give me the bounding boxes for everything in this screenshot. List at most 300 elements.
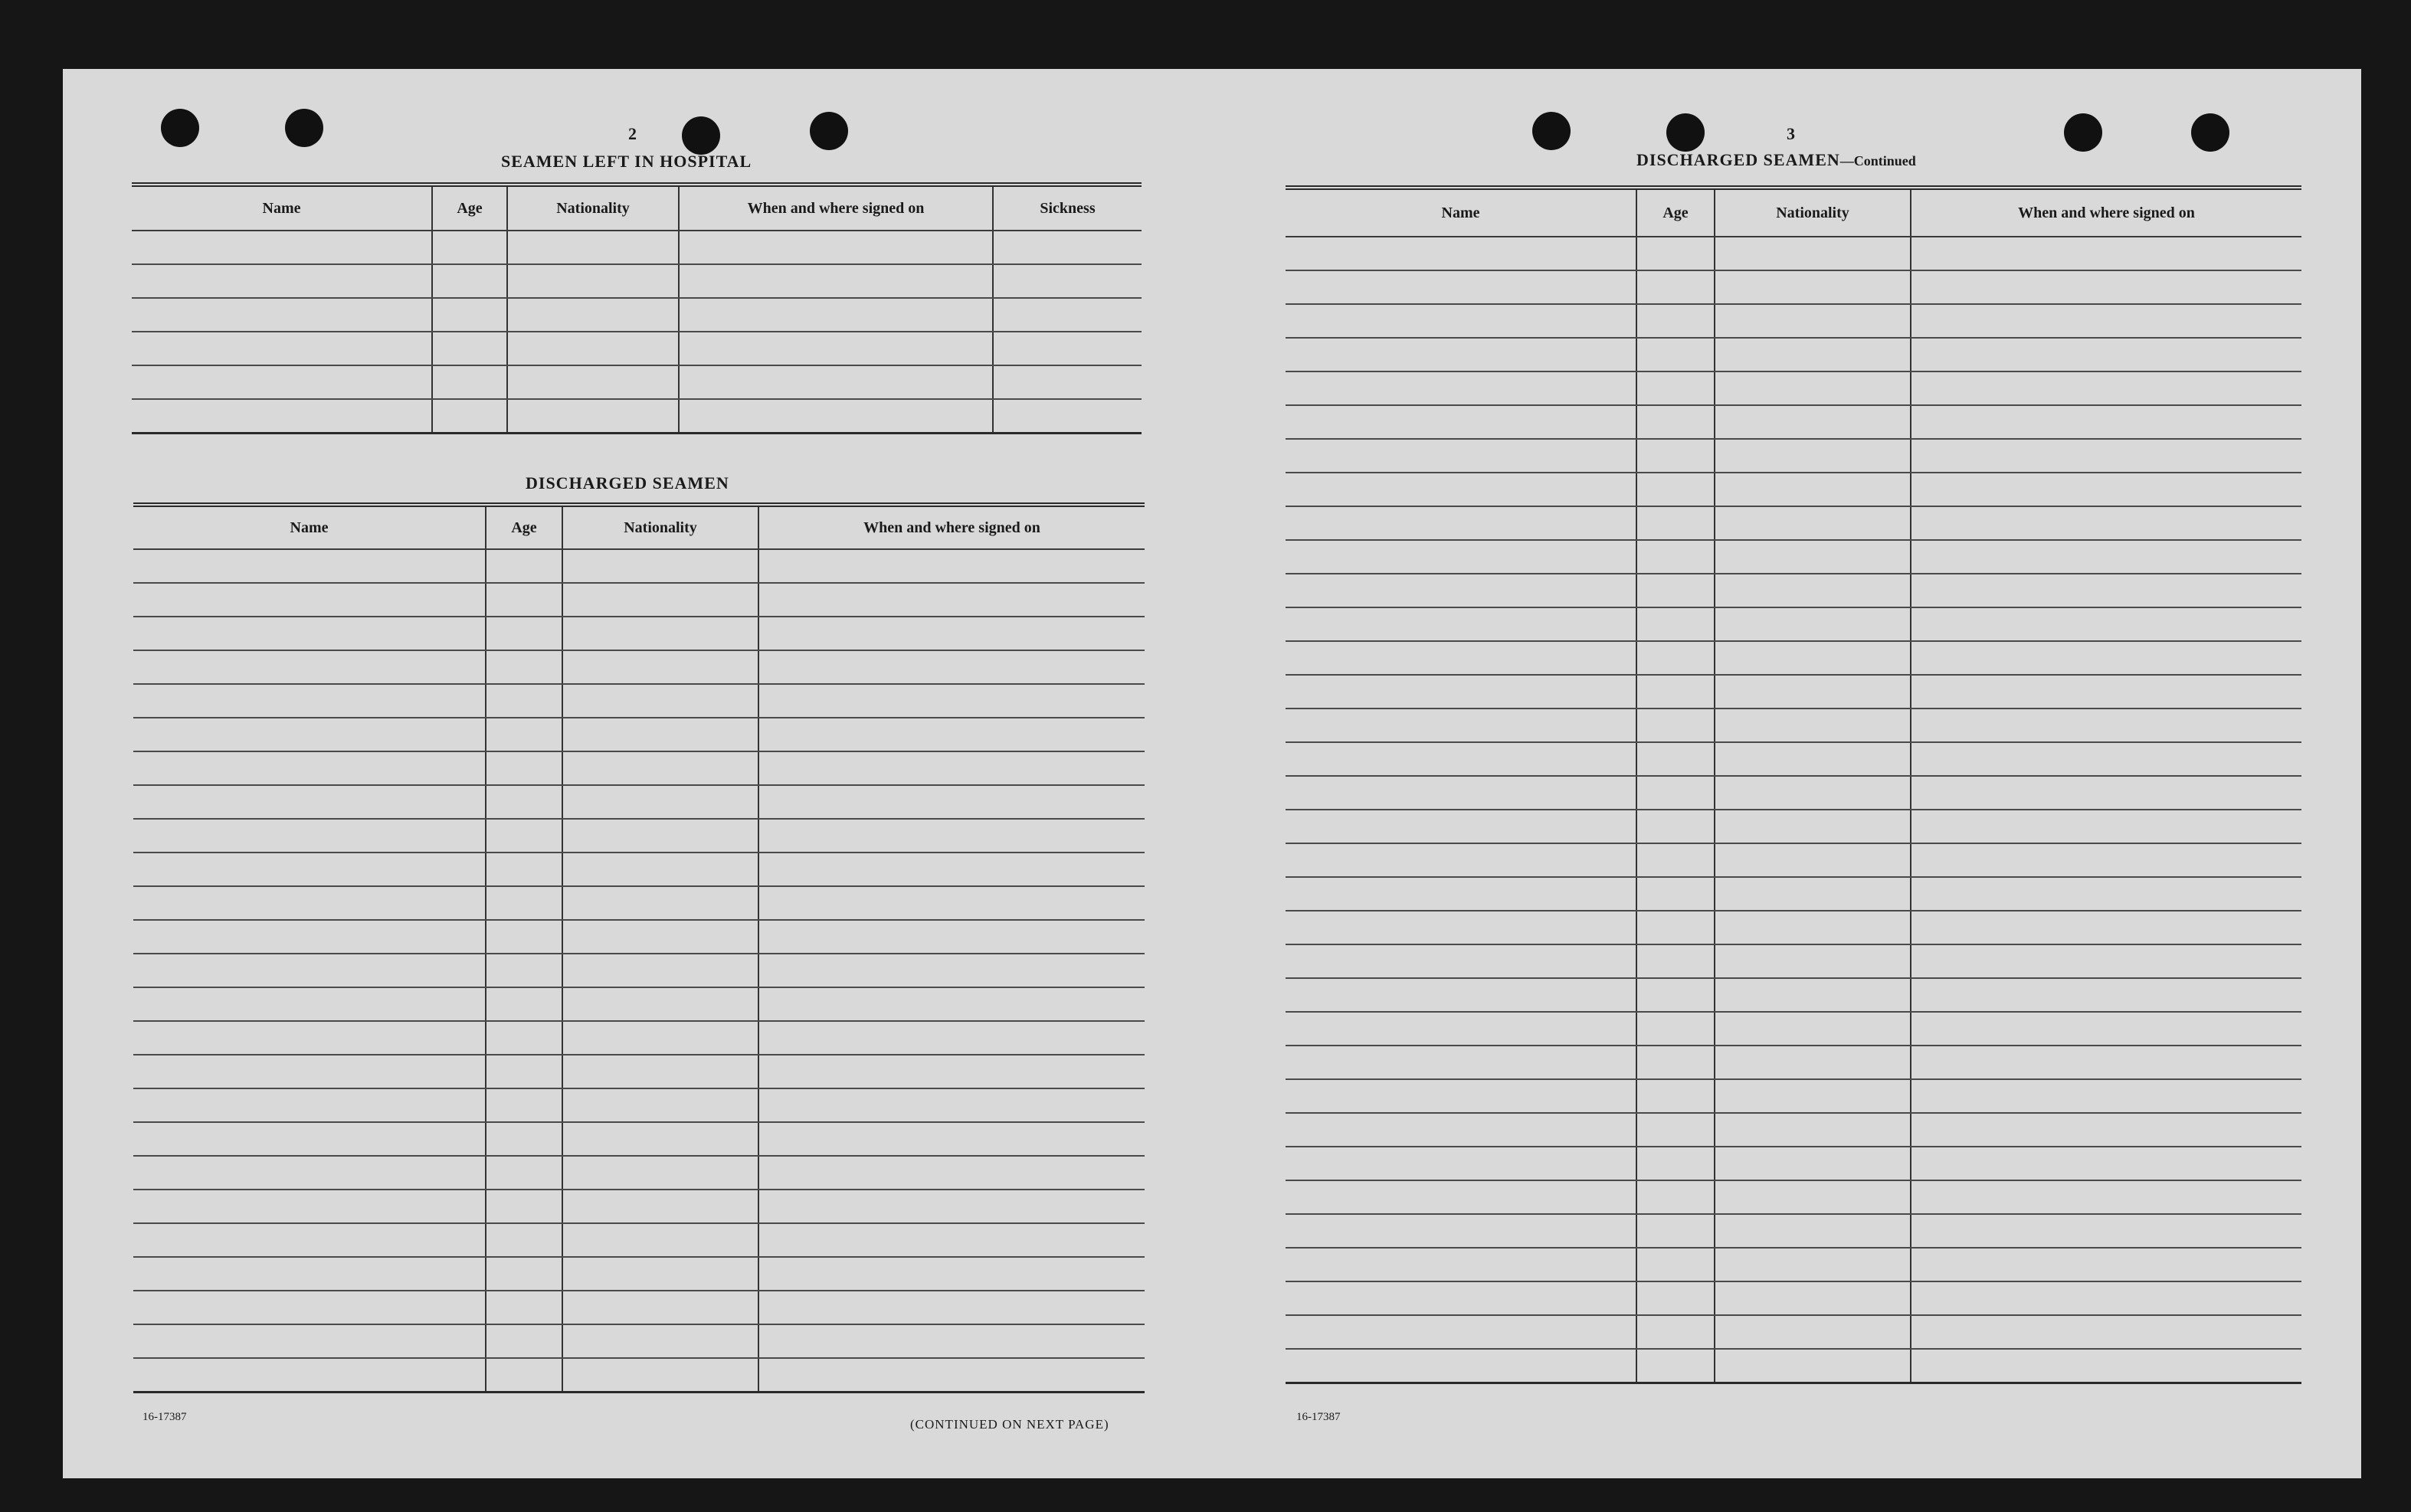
- table-row: [1286, 237, 2301, 270]
- blank-cell: [1286, 1046, 1636, 1079]
- blank-cell: [1715, 911, 1911, 944]
- column-header-nationality: Nationality: [562, 505, 758, 549]
- blank-cell: [562, 853, 758, 886]
- blank-cell: [1286, 944, 1636, 978]
- table-row: [133, 1190, 1145, 1223]
- table-header-row: [133, 505, 1145, 549]
- blank-cell: [132, 399, 432, 433]
- table-row: [1286, 709, 2301, 742]
- blank-cell: [1636, 944, 1715, 978]
- blank-cell: [486, 785, 562, 819]
- discharged-continued-title-suffix: —Continued: [1839, 153, 1916, 169]
- table-row: [133, 718, 1145, 751]
- table-row: [1286, 574, 2301, 607]
- table-row: [133, 853, 1145, 886]
- blank-cell: [758, 650, 1145, 684]
- blank-cell: [758, 785, 1145, 819]
- blank-cell: [1286, 709, 1636, 742]
- blank-cell: [1636, 978, 1715, 1012]
- blank-cell: [432, 298, 507, 332]
- blank-cell: [432, 332, 507, 365]
- blank-cell: [486, 549, 562, 583]
- blank-cell: [486, 886, 562, 920]
- blank-cell: [1715, 877, 1911, 911]
- blank-cell: [432, 399, 507, 433]
- table-row: [133, 650, 1145, 684]
- blank-cell: [1636, 911, 1715, 944]
- table-row: [133, 751, 1145, 785]
- blank-cell: [1636, 1113, 1715, 1147]
- blank-cell: [1636, 439, 1715, 473]
- table-row: [133, 1223, 1145, 1257]
- blank-cell: [679, 365, 993, 399]
- blank-cell: [993, 264, 1142, 298]
- table-row: [133, 1358, 1145, 1392]
- blank-cell: [133, 1223, 486, 1257]
- table-row: [1286, 1147, 2301, 1180]
- blank-cell: [486, 1156, 562, 1190]
- blank-cell: [133, 1021, 486, 1055]
- table-row: [1286, 270, 2301, 304]
- blank-cell: [1715, 574, 1911, 607]
- table-row: [1286, 1248, 2301, 1281]
- table-row: [1286, 1012, 2301, 1046]
- blank-cell: [507, 298, 679, 332]
- table-row: [1286, 1113, 2301, 1147]
- blank-cell: [562, 1257, 758, 1291]
- table-row: [1286, 1281, 2301, 1315]
- table-row: [1286, 473, 2301, 506]
- table-row: [1286, 877, 2301, 911]
- blank-cell: [1286, 810, 1636, 843]
- blank-cell: [993, 332, 1142, 365]
- blank-cell: [1286, 641, 1636, 675]
- blank-cell: [1636, 371, 1715, 405]
- blank-cell: [1286, 1349, 1636, 1383]
- blank-cell: [1636, 1180, 1715, 1214]
- blank-cell: [758, 1257, 1145, 1291]
- table-row: [1286, 540, 2301, 574]
- blank-cell: [1715, 1214, 1911, 1248]
- blank-cell: [1715, 1248, 1911, 1281]
- blank-cell: [486, 583, 562, 617]
- blank-cell: [1715, 944, 1911, 978]
- blank-cell: [432, 231, 507, 264]
- column-header-sickness: Sickness: [993, 185, 1142, 231]
- blank-cell: [1911, 944, 2301, 978]
- blank-cell: [1286, 1180, 1636, 1214]
- blank-cell: [1715, 742, 1911, 776]
- table-row: [132, 332, 1142, 365]
- blank-cell: [1636, 540, 1715, 574]
- blank-cell: [562, 1122, 758, 1156]
- blank-cell: [562, 1156, 758, 1190]
- table-row: [1286, 944, 2301, 978]
- blank-cell: [1636, 1214, 1715, 1248]
- blank-cell: [1636, 1349, 1715, 1383]
- blank-cell: [1911, 1248, 2301, 1281]
- table-row: [1286, 506, 2301, 540]
- table-row: [133, 886, 1145, 920]
- blank-cell: [133, 1291, 486, 1324]
- table-row: [1286, 338, 2301, 371]
- blank-cell: [133, 617, 486, 650]
- blank-cell: [1715, 978, 1911, 1012]
- blank-cell: [133, 819, 486, 853]
- blank-cell: [1286, 1281, 1636, 1315]
- blank-cell: [993, 365, 1142, 399]
- blank-cell: [1286, 439, 1636, 473]
- blank-cell: [1286, 371, 1636, 405]
- table-row: [133, 1021, 1145, 1055]
- blank-cell: [133, 718, 486, 751]
- form-code-right: 16-17387: [1296, 1411, 1341, 1423]
- blank-cell: [1911, 1113, 2301, 1147]
- blank-cell: [1636, 607, 1715, 641]
- column-header-age: Age: [432, 185, 507, 231]
- blank-cell: [1911, 473, 2301, 506]
- table-row: [1286, 607, 2301, 641]
- blank-cell: [1636, 405, 1715, 439]
- blank-cell: [1286, 1214, 1636, 1248]
- table-row: [1286, 1349, 2301, 1383]
- blank-cell: [486, 718, 562, 751]
- blank-cell: [1911, 1079, 2301, 1113]
- blank-cell: [1286, 405, 1636, 439]
- blank-cell: [486, 819, 562, 853]
- blank-cell: [562, 1291, 758, 1324]
- blank-cell: [1286, 978, 1636, 1012]
- blank-cell: [562, 1190, 758, 1223]
- blank-cell: [1636, 1079, 1715, 1113]
- blank-cell: [1911, 978, 2301, 1012]
- blank-cell: [133, 549, 486, 583]
- blank-cell: [562, 819, 758, 853]
- column-header-name: Name: [1286, 188, 1636, 237]
- blank-cell: [1286, 473, 1636, 506]
- blank-cell: [1911, 607, 2301, 641]
- blank-cell: [562, 583, 758, 617]
- blank-cell: [1715, 506, 1911, 540]
- table-row: [133, 1122, 1145, 1156]
- blank-cell: [758, 920, 1145, 954]
- blank-cell: [1911, 742, 2301, 776]
- blank-cell: [133, 785, 486, 819]
- blank-cell: [507, 264, 679, 298]
- blank-cell: [1636, 776, 1715, 810]
- blank-cell: [133, 751, 486, 785]
- table-row: [132, 298, 1142, 332]
- blank-cell: [486, 1021, 562, 1055]
- blank-cell: [1286, 1113, 1636, 1147]
- blank-cell: [562, 684, 758, 718]
- blank-cell: [133, 954, 486, 987]
- blank-cell: [758, 1021, 1145, 1055]
- column-header-age: Age: [1636, 188, 1715, 237]
- blank-cell: [1911, 439, 2301, 473]
- table-row: [1286, 1315, 2301, 1349]
- blank-cell: [679, 264, 993, 298]
- blank-cell: [133, 987, 486, 1021]
- blank-cell: [1286, 776, 1636, 810]
- blank-cell: [562, 1223, 758, 1257]
- blank-cell: [507, 365, 679, 399]
- blank-cell: [1286, 843, 1636, 877]
- blank-cell: [1636, 574, 1715, 607]
- blank-cell: [1911, 1349, 2301, 1383]
- blank-cell: [486, 1122, 562, 1156]
- table-row: [1286, 371, 2301, 405]
- blank-cell: [1286, 742, 1636, 776]
- blank-cell: [1636, 1281, 1715, 1315]
- ledger-sheet: [63, 69, 2361, 1478]
- table-row: [133, 1088, 1145, 1122]
- blank-cell: [679, 231, 993, 264]
- blank-cell: [1286, 1315, 1636, 1349]
- blank-cell: [1715, 473, 1911, 506]
- table-row: [1286, 405, 2301, 439]
- blank-cell: [1636, 877, 1715, 911]
- table-row: [133, 920, 1145, 954]
- table-row: [133, 987, 1145, 1021]
- blank-cell: [486, 1088, 562, 1122]
- blank-cell: [486, 920, 562, 954]
- blank-cell: [486, 1257, 562, 1291]
- blank-cell: [1715, 540, 1911, 574]
- blank-cell: [758, 718, 1145, 751]
- blank-cell: [1286, 237, 1636, 270]
- table-row: [1286, 641, 2301, 675]
- blank-cell: [507, 399, 679, 433]
- blank-cell: [1911, 1012, 2301, 1046]
- blank-cell: [1286, 574, 1636, 607]
- punch-hole: [2191, 113, 2229, 152]
- table-row: [133, 1324, 1145, 1358]
- blank-cell: [1286, 270, 1636, 304]
- blank-cell: [486, 954, 562, 987]
- blank-cell: [1715, 641, 1911, 675]
- table-row: [132, 264, 1142, 298]
- blank-cell: [1286, 1012, 1636, 1046]
- blank-cell: [1715, 709, 1911, 742]
- hospital-table: [132, 182, 1142, 434]
- blank-cell: [758, 1122, 1145, 1156]
- blank-cell: [1286, 1147, 1636, 1180]
- blank-cell: [486, 1223, 562, 1257]
- blank-cell: [1286, 1079, 1636, 1113]
- table-row: [1286, 304, 2301, 338]
- blank-cell: [1286, 675, 1636, 709]
- blank-cell: [1636, 810, 1715, 843]
- blank-cell: [1636, 473, 1715, 506]
- blank-cell: [758, 617, 1145, 650]
- blank-cell: [1636, 506, 1715, 540]
- blank-cell: [1715, 843, 1911, 877]
- blank-cell: [758, 549, 1145, 583]
- blank-cell: [1911, 1281, 2301, 1315]
- blank-cell: [1715, 1147, 1911, 1180]
- punch-hole: [682, 116, 720, 155]
- blank-cell: [758, 1088, 1145, 1122]
- table-row: [1286, 776, 2301, 810]
- blank-cell: [133, 1324, 486, 1358]
- table-row: [133, 1156, 1145, 1190]
- blank-cell: [133, 1257, 486, 1291]
- hospital-section-title: SEAMEN LEFT IN HOSPITAL: [501, 152, 752, 171]
- discharged-continued-title: [1636, 150, 1916, 170]
- blank-cell: [133, 650, 486, 684]
- blank-cell: [132, 298, 432, 332]
- blank-cell: [486, 1358, 562, 1392]
- blank-cell: [1636, 1012, 1715, 1046]
- blank-cell: [1286, 304, 1636, 338]
- blank-cell: [993, 298, 1142, 332]
- blank-cell: [133, 583, 486, 617]
- blank-cell: [562, 1021, 758, 1055]
- blank-cell: [1911, 1046, 2301, 1079]
- blank-cell: [758, 583, 1145, 617]
- table-row: [133, 819, 1145, 853]
- blank-cell: [1911, 641, 2301, 675]
- blank-cell: [758, 1156, 1145, 1190]
- blank-cell: [562, 886, 758, 920]
- blank-cell: [486, 1324, 562, 1358]
- discharged-table: [133, 502, 1145, 1393]
- table-row: [1286, 1214, 2301, 1248]
- blank-cell: [133, 853, 486, 886]
- blank-cell: [679, 399, 993, 433]
- blank-cell: [1911, 843, 2301, 877]
- blank-cell: [1911, 405, 2301, 439]
- blank-cell: [1715, 405, 1911, 439]
- blank-cell: [1911, 1214, 2301, 1248]
- blank-cell: [758, 1223, 1145, 1257]
- table-row: [132, 365, 1142, 399]
- blank-cell: [758, 684, 1145, 718]
- blank-cell: [562, 1055, 758, 1088]
- table-row: [133, 684, 1145, 718]
- blank-cell: [1286, 607, 1636, 641]
- blank-cell: [486, 684, 562, 718]
- blank-cell: [1911, 304, 2301, 338]
- blank-cell: [1636, 237, 1715, 270]
- blank-cell: [1911, 540, 2301, 574]
- blank-cell: [132, 264, 432, 298]
- table-row: [133, 1291, 1145, 1324]
- blank-cell: [1636, 742, 1715, 776]
- blank-cell: [562, 785, 758, 819]
- table-header-row: [1286, 188, 2301, 237]
- blank-cell: [1715, 607, 1911, 641]
- blank-cell: [758, 819, 1145, 853]
- blank-cell: [1636, 1248, 1715, 1281]
- blank-cell: [486, 1055, 562, 1088]
- punch-hole: [1666, 113, 1705, 152]
- blank-cell: [993, 231, 1142, 264]
- blank-cell: [1715, 810, 1911, 843]
- table-row: [133, 1055, 1145, 1088]
- blank-cell: [562, 1088, 758, 1122]
- blank-cell: [1715, 304, 1911, 338]
- table-row: [1286, 1046, 2301, 1079]
- table-row: [1286, 439, 2301, 473]
- blank-cell: [1715, 1012, 1911, 1046]
- blank-cell: [507, 332, 679, 365]
- blank-cell: [562, 987, 758, 1021]
- blank-cell: [133, 684, 486, 718]
- blank-cell: [132, 332, 432, 365]
- blank-cell: [1911, 1147, 2301, 1180]
- blank-cell: [758, 751, 1145, 785]
- blank-cell: [1715, 1180, 1911, 1214]
- blank-cell: [1286, 338, 1636, 371]
- blank-cell: [679, 332, 993, 365]
- blank-cell: [1286, 877, 1636, 911]
- column-header-nationality: Nationality: [1715, 188, 1911, 237]
- blank-cell: [562, 1358, 758, 1392]
- table-row: [1286, 810, 2301, 843]
- blank-cell: [1636, 304, 1715, 338]
- blank-cell: [758, 1190, 1145, 1223]
- continued-note: (CONTINUED ON NEXT PAGE): [910, 1417, 1109, 1432]
- blank-cell: [133, 1055, 486, 1088]
- blank-cell: [758, 1055, 1145, 1088]
- blank-cell: [1911, 1180, 2301, 1214]
- blank-cell: [1715, 371, 1911, 405]
- blank-cell: [758, 987, 1145, 1021]
- column-header-name: Name: [132, 185, 432, 231]
- blank-cell: [562, 751, 758, 785]
- blank-cell: [432, 365, 507, 399]
- table-header-row: [132, 185, 1142, 231]
- blank-cell: [1636, 338, 1715, 371]
- column-header-signed-on: When and where signed on: [758, 505, 1145, 549]
- blank-cell: [1715, 439, 1911, 473]
- blank-cell: [1911, 506, 2301, 540]
- blank-cell: [1715, 1046, 1911, 1079]
- blank-cell: [1911, 776, 2301, 810]
- blank-cell: [1636, 709, 1715, 742]
- column-header-nationality: Nationality: [507, 185, 679, 231]
- blank-cell: [133, 886, 486, 920]
- blank-cell: [1911, 810, 2301, 843]
- blank-cell: [993, 399, 1142, 433]
- table-row: [1286, 675, 2301, 709]
- table-row: [132, 399, 1142, 433]
- blank-cell: [1636, 1315, 1715, 1349]
- blank-cell: [132, 231, 432, 264]
- blank-cell: [1286, 911, 1636, 944]
- blank-cell: [1715, 237, 1911, 270]
- table-row: [133, 785, 1145, 819]
- page-number-right: 3: [1787, 124, 1795, 143]
- blank-cell: [132, 365, 432, 399]
- blank-cell: [1911, 237, 2301, 270]
- blank-cell: [1636, 1046, 1715, 1079]
- blank-cell: [133, 1088, 486, 1122]
- blank-cell: [1911, 270, 2301, 304]
- punch-hole: [1532, 112, 1571, 150]
- blank-cell: [1715, 1079, 1911, 1113]
- blank-cell: [507, 231, 679, 264]
- blank-cell: [1715, 270, 1911, 304]
- blank-cell: [562, 617, 758, 650]
- blank-cell: [1636, 1147, 1715, 1180]
- punch-hole: [161, 109, 199, 147]
- discharged-continued-title-main: DISCHARGED SEAMEN: [1636, 150, 1840, 169]
- table-row: [133, 549, 1145, 583]
- page-number-left: 2: [628, 124, 637, 143]
